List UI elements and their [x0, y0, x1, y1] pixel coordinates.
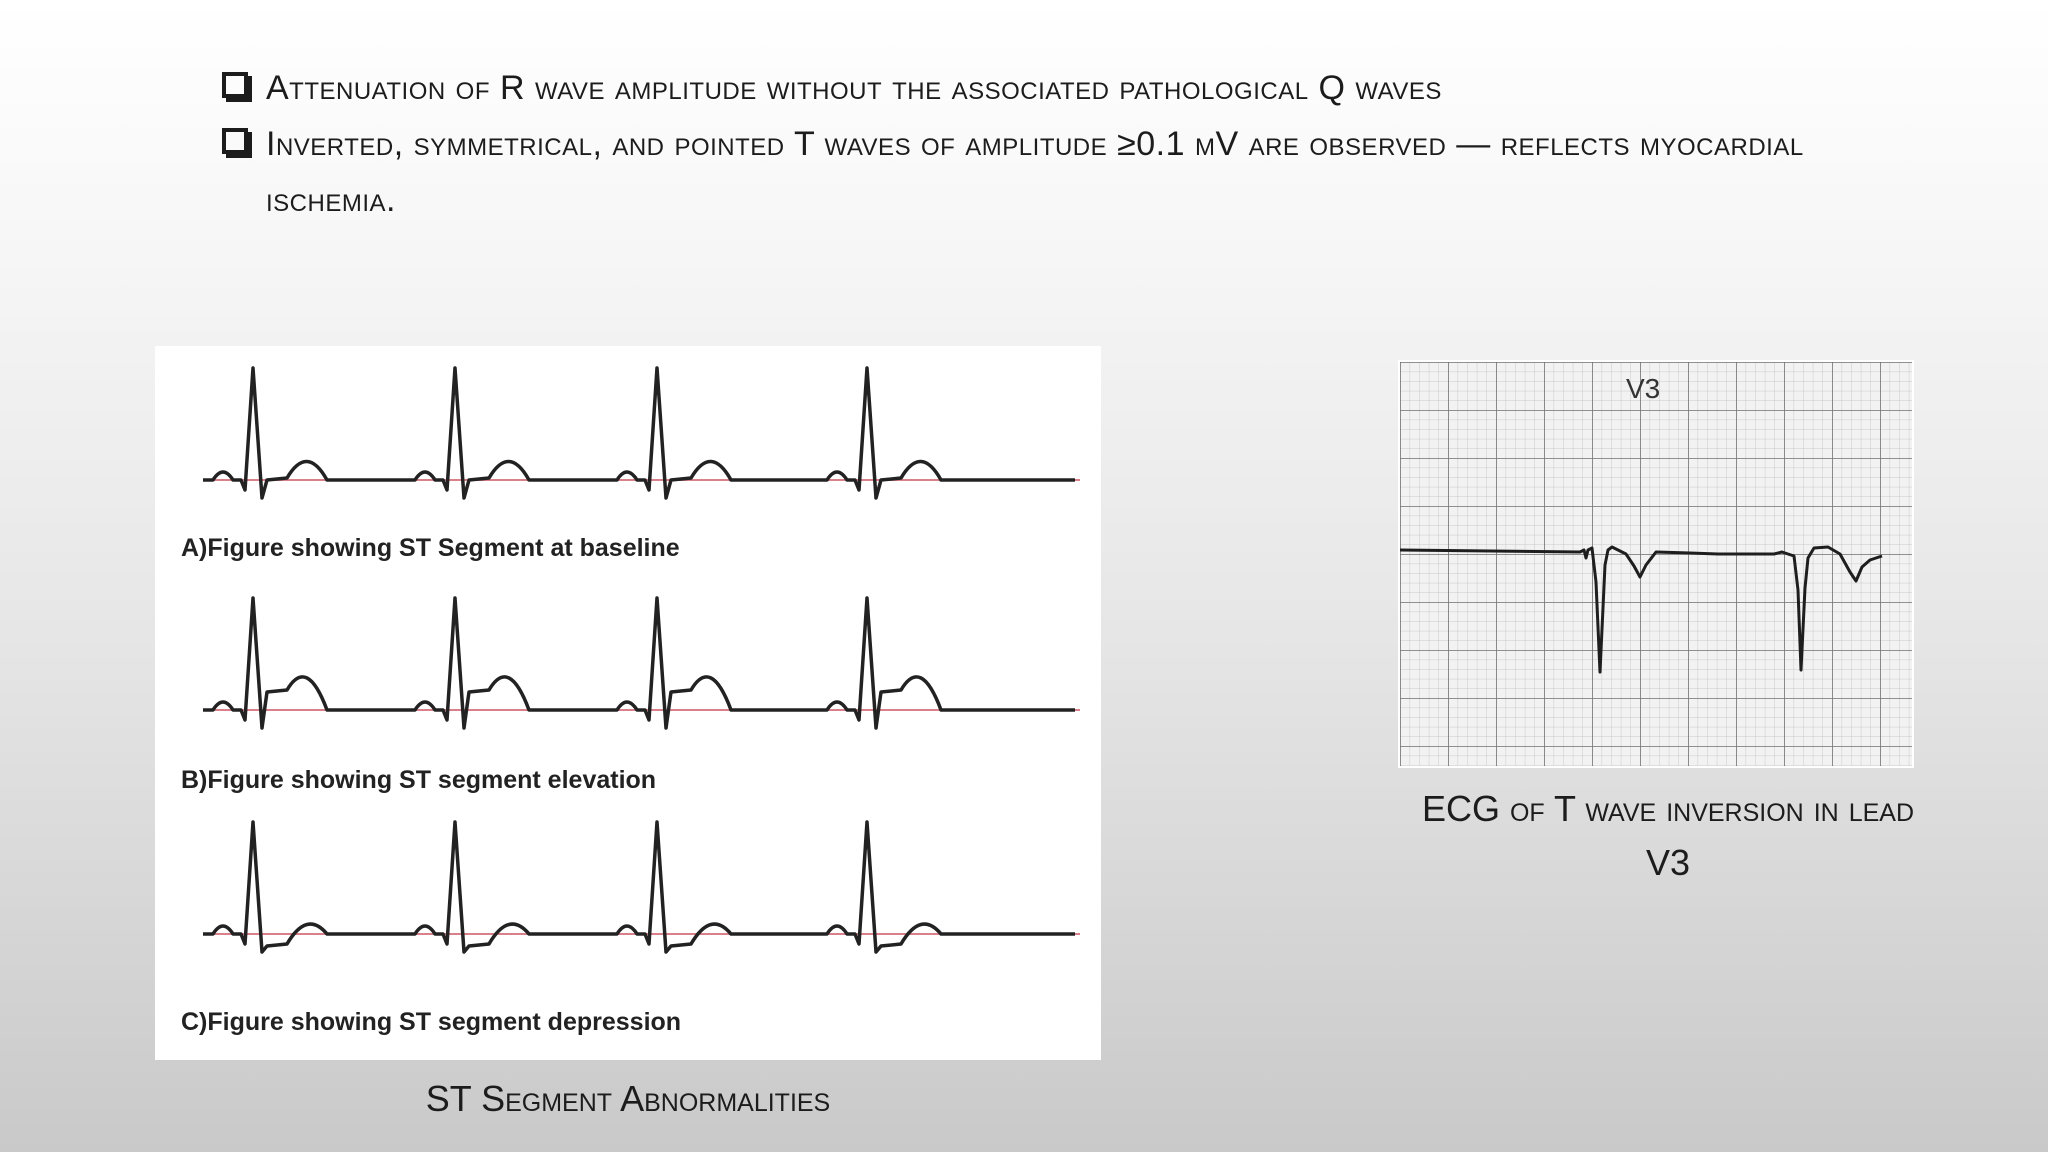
st-segment-figure: [155, 346, 1101, 1060]
checkbox-bullet-icon: [222, 72, 248, 98]
ecg-v3-figure: [1400, 362, 1912, 766]
bullet-text: Attenuation of R wave amplitude without the associated pathological Q waves: [266, 69, 1442, 107]
st-figure-caption: ST Segment Abnormalities: [425, 1078, 831, 1119]
checkbox-bullet-icon: [222, 128, 248, 154]
panel-a-label: A)Figure showing ST Segment at baseline: [181, 534, 680, 562]
ecg-trace-baseline: [203, 368, 1075, 498]
bullet-text: Inverted, symmetrical, and pointed T waves of amplitude ≥0.1 mV are observed — reflects myocardial ischemia.: [266, 125, 1804, 219]
ecg-figure-caption: ECG of T wave inversion in lead V3: [1421, 788, 1915, 883]
ecg-trace-depression: [203, 822, 1075, 952]
bullet-list: [218, 60, 1938, 228]
bullet-item: [218, 60, 1938, 116]
ecg-v3-strip: [1400, 362, 1912, 766]
panel-c-label: C)Figure showing ST segment depression: [181, 1008, 682, 1036]
ecg-grid: [1400, 362, 1912, 766]
lead-label: V3: [1626, 373, 1661, 404]
st-segment-diagram: [155, 346, 1101, 1060]
panel-b-label: B)Figure showing ST segment elevation: [181, 766, 657, 794]
bullet-item: [218, 116, 1938, 228]
ecg-trace-elevation: [203, 598, 1075, 728]
